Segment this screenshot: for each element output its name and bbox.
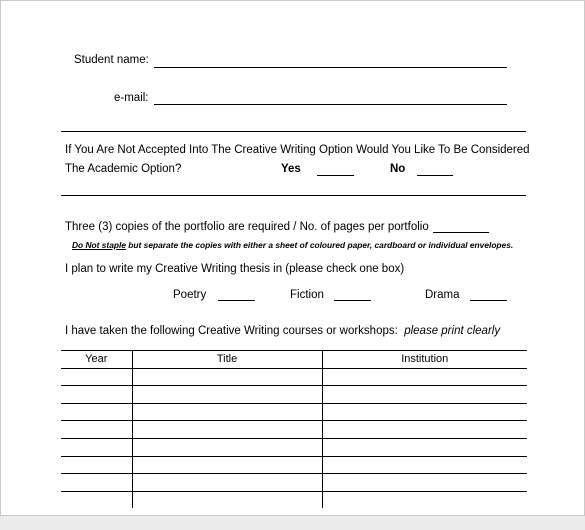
student-name-field[interactable] (154, 67, 507, 68)
institution-cell[interactable] (322, 438, 527, 456)
title-cell[interactable] (132, 386, 322, 404)
institution-cell[interactable] (322, 456, 527, 474)
year-cell[interactable] (61, 386, 132, 404)
courses-table (61, 350, 527, 508)
no-label: No (390, 163, 406, 175)
staple-note (72, 240, 513, 250)
portfolio-requirement: Three (3) copies of the portfolio are required / No. of pages per portfolio (65, 221, 429, 233)
title-cell[interactable] (132, 456, 322, 474)
table-row (61, 403, 527, 421)
drama-label: Drama (425, 289, 460, 301)
courses-note: please print clearly (404, 325, 501, 337)
title-cell[interactable] (132, 421, 322, 439)
title-cell[interactable] (132, 368, 322, 386)
year-cell[interactable] (61, 368, 132, 386)
table-row (61, 456, 527, 474)
courses-text: I have taken the following Creative Writing courses or workshops: (65, 325, 398, 337)
section-divider (61, 131, 526, 132)
year-cell[interactable] (61, 421, 132, 439)
year-column-header: Year (61, 351, 132, 369)
title-cell[interactable] (132, 474, 322, 492)
institution-column-header: Institution (322, 351, 527, 369)
institution-cell[interactable] (322, 403, 527, 421)
drama-checkbox[interactable] (470, 300, 507, 301)
section-divider (61, 195, 526, 196)
year-cell[interactable] (61, 403, 132, 421)
table-row (61, 491, 527, 508)
do-not-staple-text: Do Not staple (72, 240, 126, 250)
email-label: e-mail: (114, 92, 149, 104)
yes-answer-field[interactable] (317, 175, 354, 176)
year-cell[interactable] (61, 438, 132, 456)
no-answer-field[interactable] (417, 175, 453, 176)
question-line-1: If You Are Not Accepted Into The Creative Writing Option Would You Like To Be Considered (65, 144, 530, 156)
institution-cell[interactable] (322, 474, 527, 492)
title-cell[interactable] (132, 438, 322, 456)
courses-instruction (65, 325, 500, 337)
email-field[interactable] (154, 104, 507, 105)
pages-per-portfolio-field[interactable] (433, 232, 489, 233)
question-line-2: The Academic Option? (65, 163, 182, 175)
student-name-label: Student name: (74, 54, 149, 66)
year-cell[interactable] (61, 491, 132, 508)
table-row (61, 368, 527, 386)
institution-cell[interactable] (322, 386, 527, 404)
institution-cell[interactable] (322, 491, 527, 508)
yes-label: Yes (281, 163, 301, 175)
table-header-row (61, 351, 527, 369)
table-row (61, 386, 527, 404)
year-cell[interactable] (61, 474, 132, 492)
title-column-header: Title (132, 351, 322, 369)
table-row (61, 421, 527, 439)
title-cell[interactable] (132, 403, 322, 421)
table-row (61, 438, 527, 456)
fiction-checkbox[interactable] (334, 300, 371, 301)
title-cell[interactable] (132, 491, 322, 508)
year-cell[interactable] (61, 456, 132, 474)
institution-cell[interactable] (322, 421, 527, 439)
poetry-label: Poetry (173, 289, 207, 301)
thesis-instruction: I plan to write my Creative Writing thesis in (please check one box) (65, 263, 405, 275)
institution-cell[interactable] (322, 368, 527, 386)
poetry-checkbox[interactable] (218, 300, 255, 301)
staple-note-rest: but separate the copies with either a sheet of coloured paper, cardboard or individual envelopes. (125, 240, 514, 250)
table-row (61, 474, 527, 492)
fiction-label: Fiction (290, 289, 324, 301)
